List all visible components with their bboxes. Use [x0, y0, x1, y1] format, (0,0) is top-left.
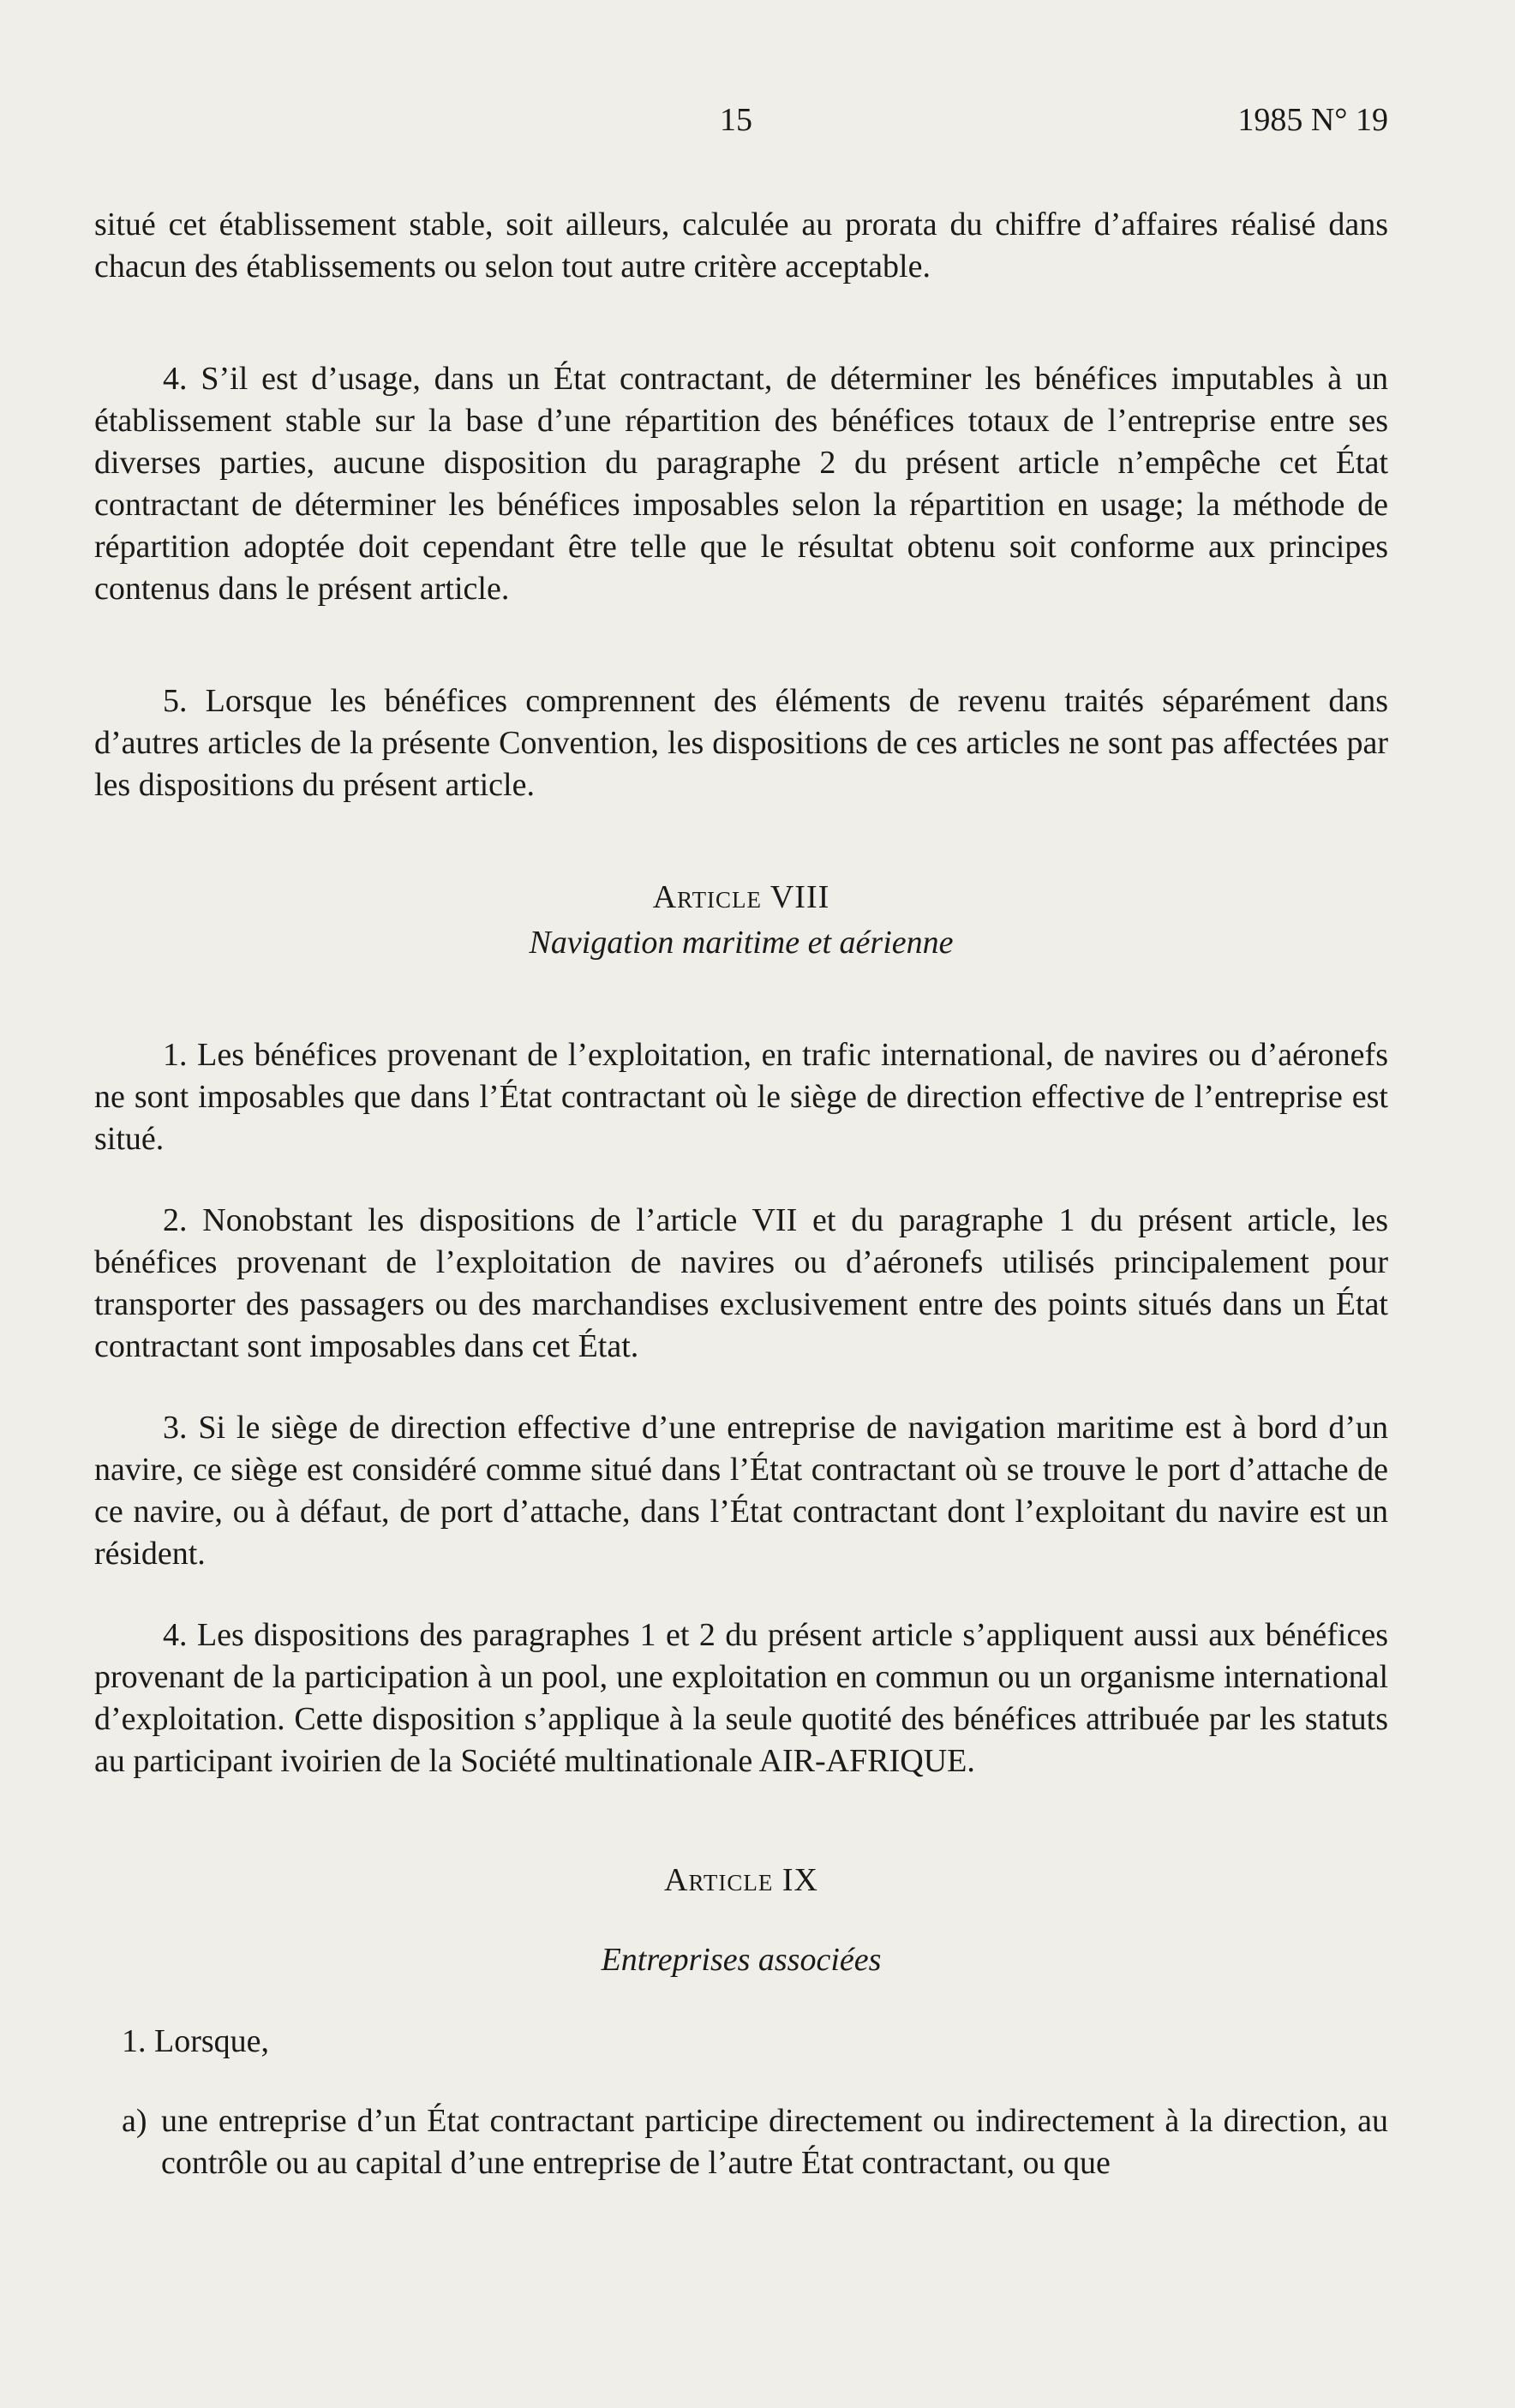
- article-9-item-a: [94, 2100, 1388, 2184]
- article-9-heading: Article IX: [664, 1862, 818, 1898]
- document-reference: 1985 N° 19: [1237, 102, 1388, 138]
- page-number: 15: [720, 102, 752, 138]
- article-8-paragraph-3: 3. Si le siège de direction effective d’une entreprise de navigation maritime est à bord d’un navire, ce siège est considéré comme situé dans l’État contractant où se trouve le port d’attache de ce navire, ou à défaut, de port d’attache, dans l’État contractant dont l’exploitant du navire est un résident.: [94, 1410, 1388, 1572]
- page-header: [94, 101, 1388, 153]
- document-body: [94, 204, 1388, 2184]
- article-8-heading: Article VIII: [652, 879, 830, 915]
- article-8-paragraph-4: 4. Les dispositions des paragraphes 1 et 2 du présent article s’appliquent aussi aux bénéfices provenant de la participation à un pool, une exploitation en commun ou un organisme international d’exploitation. Cette disposition s’applique à la seule quotité des bénéfices attribuée par les statuts au participant ivoirien de la Société multinationale AIR-AFRIQUE.: [94, 1617, 1388, 1779]
- article-8-subheading: Navigation maritime et aérienne: [529, 925, 954, 961]
- article-9-subheading: Entreprises associées: [601, 1942, 882, 1978]
- article-8-paragraph-2: 2. Nonobstant les dispositions de l’article VII et du paragraphe 1 du présent article, les bénéfices provenant de l’exploitation de navires ou d’aéronefs utilisés principalement pour transporter des passagers ou des marchandises exclusivement entre des points situés dans un État contractant sont imposables dans cet État.: [94, 1202, 1388, 1364]
- paragraph-5: 5. Lorsque les bénéfices comprennent des éléments de revenu traités séparément dans d’autres articles de la présente Convention, les dispositions de ces articles ne sont pas affectées par les dispositions du présent article.: [94, 683, 1388, 803]
- paragraph-4: 4. S’il est d’usage, dans un État contractant, de déterminer les bénéfices imputables à un établissement stable sur la base d’une répartition des bénéfices totaux de l’entreprise entre ses diverses parties, aucune disposition du paragraphe 2 du présent article n’empêche cet État contractant de déterminer les bénéfices imposables selon la répartition en usage; la méthode de répartition adoptée doit cependant être telle que le résultat obtenu soit conforme aux principes contenus dans le présent article.: [94, 361, 1388, 607]
- continuation-paragraph: situé cet établissement stable, soit ailleurs, calculée au prorata du chiffre d’affaires réalisé dans chacun des établissements ou selon tout autre critère acceptable.: [94, 207, 1388, 285]
- article-8-paragraph-1: 1. Les bénéfices provenant de l’exploitation, en trafic international, de navires ou d’aéronefs ne sont imposables que dans l’État contractant où le siège de direction effective de l’entreprise est situé.: [94, 1037, 1388, 1157]
- item-a-text: une entreprise d’un État contractant participe directement ou indirectement à la direction, au contrôle ou au capital d’une entreprise de l’autre État contractant, ou que: [161, 2103, 1388, 2181]
- article-9-paragraph-1-lead: 1. Lorsque,: [122, 2023, 270, 2059]
- item-a-marker: a): [122, 2103, 147, 2139]
